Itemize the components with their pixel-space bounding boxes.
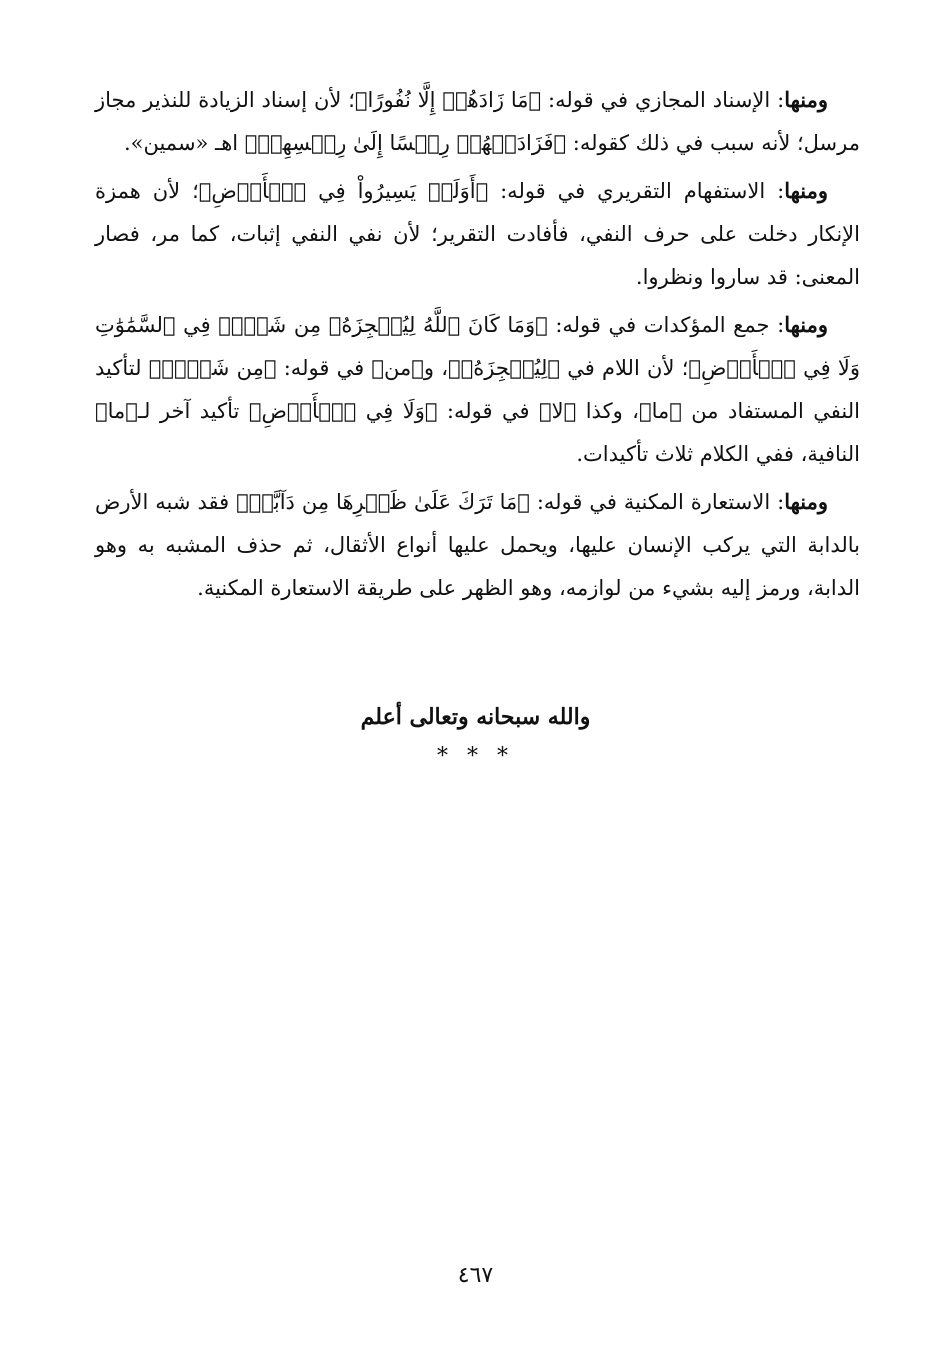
paragraph-istifham <box>95 169 860 299</box>
paragraph-text: : الاستفهام التقريري في قوله: ﴿أَوَلَمۡ يَسِيرُواْ فِي ٱلۡأَرۡضِ﴾؛ لأن همزة الإنكار دخلت على حرف النفي، فأفادت التقرير؛ لأن نفي النفي إثبات، كما مر، فصار المعنى: قد ساروا ونظروا. <box>95 179 860 289</box>
paragraph-lead: ومنها <box>784 87 828 112</box>
section-divider-stars: * * * <box>437 744 514 769</box>
paragraph-text: : الاستعارة المكنية في قوله: ﴿مَا تَرَكَ عَلَىٰ ظَهۡرِهَا مِن دَآبَّةٖ﴾ فقد شبه الأرض بالدابة التي يركب الإنسان عليها، ويحمل عليها أنواع الأثقال، ثم حذف المشبه به وهو الدابة، ورمز إليه بشيء من لوازمه، وهو الظهر على طريقة الاستعارة المكنية. <box>95 490 860 600</box>
closing-phrase: والله سبحانه وتعالى أعلم <box>360 704 591 730</box>
page-body <box>95 78 860 614</box>
paragraph-istiara <box>95 480 860 610</box>
paragraph-lead: ومنها <box>784 489 828 514</box>
paragraph-text: : الإسناد المجازي في قوله: ﴿مَا زَادَهُمۡ إِلَّا نُفُورًا﴾؛ لأن إسناد الزيادة للنذير مجاز مرسل؛ لأنه سبب في ذلك كقوله: ﴿فَزَادَتۡهُمۡ رِجۡسًا إِلَىٰ رِجۡسِهِمۡ﴾ اهـ «سمين». <box>95 88 860 155</box>
paragraph-text: : جمع المؤكدات في قوله: ﴿وَمَا كَانَ ٱللَّهُ لِيُعۡجِزَهُۥ مِن شَيۡءٖ فِي ٱلسَّمَٰوَٰتِ وَلَا فِي ٱلۡأَرۡضِ﴾؛ لأن اللام في ﴿لِيُعۡجِزَهُۥ﴾، و﴿من﴾ في قوله: ﴿مِن شَيۡءٖ﴾ لتأكيد النفي المستفاد من ﴿ما﴾، وكذا ﴿لا﴾ في قوله: ﴿وَلَا فِي ٱلۡأَرۡضِ﴾ تأكيد آخر لـ﴿ما﴾ النافية، ففي الكلام ثلاث تأكيدات. <box>95 313 860 466</box>
paragraph-lead: ومنها <box>784 178 829 203</box>
page-number: ٤٦٧ <box>457 1263 494 1288</box>
paragraph-muakkidat <box>95 303 860 476</box>
paragraph-majaz <box>95 78 860 165</box>
paragraph-lead: ومنها <box>784 312 828 337</box>
